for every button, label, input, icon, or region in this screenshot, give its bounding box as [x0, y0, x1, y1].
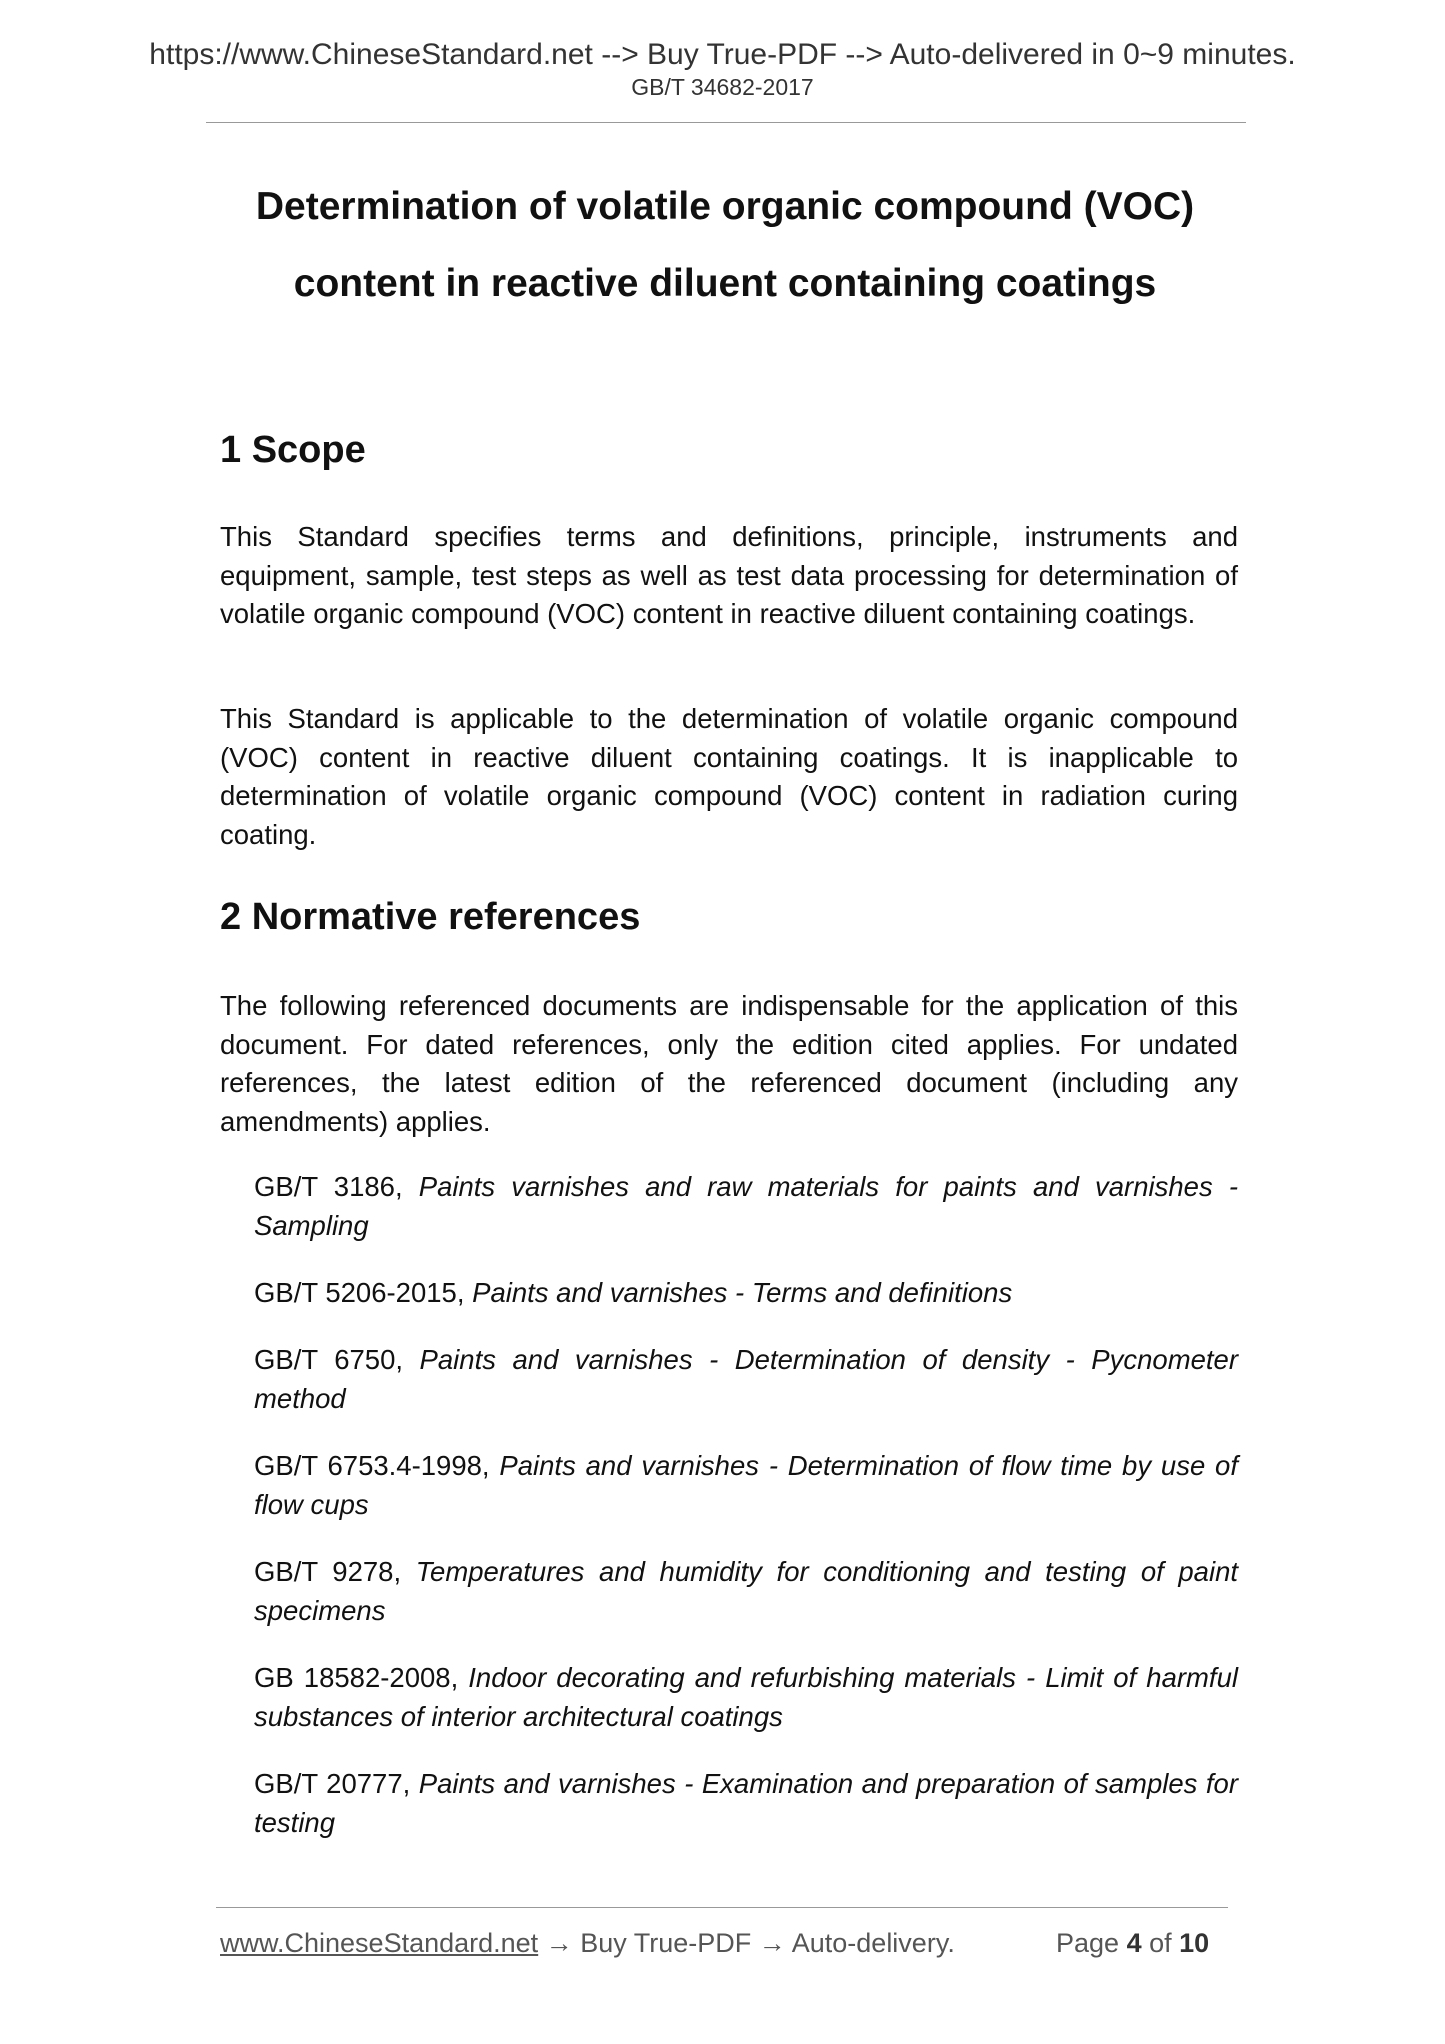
reference-item [254, 1341, 1238, 1418]
reference-title: Indoor decorating and refurbishing materials - Limit of harmful substances of interior architectural coatings [254, 1662, 1238, 1732]
reference-item [254, 1553, 1238, 1630]
header-divider [206, 122, 1246, 123]
document-title [160, 168, 1290, 322]
page-label: Page [1056, 1928, 1127, 1958]
reference-title: Paints and varnishes - Terms and definitions [472, 1277, 1013, 1308]
scope-paragraph-1: This Standard specifies terms and definitions, principle, instruments and equipment, sample, test steps as well as test data processing for determination of volatile organic compound (VOC) content in reactive diluent containing coatings. [220, 521, 1238, 629]
reference-item [254, 1659, 1238, 1736]
reference-item [254, 1765, 1238, 1842]
reference-title: Temperatures and humidity for conditioning and testing of paint specimens [254, 1556, 1239, 1626]
standard-code: GB/T 34682-2017 [631, 74, 814, 100]
normative-references-intro: The following referenced documents are indispensable for the application of this document. For dated references, only the edition cited applies. For undated references, the latest edition of the referenced document (including any amendments) applies. [220, 990, 1238, 1137]
footer-left [220, 1927, 955, 1959]
reference-item [254, 1274, 1238, 1313]
reference-code: GB/T 9278, [254, 1556, 416, 1587]
page-number: 4 [1126, 1928, 1142, 1958]
footer-divider [216, 1907, 1228, 1908]
reference-code: GB/T 3186, [254, 1171, 419, 1202]
page-indicator [1056, 1927, 1209, 1959]
reference-item [254, 1168, 1238, 1245]
page-of-label: of [1141, 1928, 1180, 1958]
reference-code: GB/T 6750, [254, 1344, 420, 1375]
top-banner: https://www.ChineseStandard.net --> Buy True-PDF --> Auto-delivered in 0~9 minutes. [149, 38, 1296, 71]
reference-code: GB/T 5206-2015, [254, 1277, 473, 1308]
reference-item [254, 1447, 1238, 1524]
footer-site-link[interactable]: www.ChineseStandard.net [220, 1928, 539, 1958]
footer-tagline: → Buy True-PDF → Auto-delivery. [538, 1928, 955, 1958]
reference-title: Paints and varnishes - Examination and preparation of samples for testing [254, 1768, 1238, 1838]
page-total: 10 [1179, 1928, 1210, 1958]
normative-references-heading: 2 Normative references [220, 896, 641, 938]
document-title-line-2: content in reactive diluent containing coatings [293, 262, 1157, 305]
reference-title: Paints varnishes and raw materials for paints and varnishes - Sampling [254, 1171, 1238, 1241]
reference-title: Paints and varnishes - Determination of density - Pycnometer method [254, 1344, 1238, 1414]
reference-code: GB/T 6753.4-1998, [254, 1450, 500, 1481]
reference-code: GB/T 20777, [254, 1768, 419, 1799]
scope-paragraph-2: This Standard is applicable to the determination of volatile organic compound (VOC) content in reactive diluent containing coatings. It is inapplicable to determination of volatile organic compound (VOC) content in radiation curing coating. [220, 703, 1238, 850]
reference-title: Paints and varnishes - Determination of flow time by use of flow cups [254, 1450, 1238, 1520]
document-title-line-1: Determination of volatile organic compound (VOC) [255, 185, 1195, 228]
scope-heading: 1 Scope [220, 429, 366, 471]
reference-code: GB 18582-2008, [254, 1662, 469, 1693]
